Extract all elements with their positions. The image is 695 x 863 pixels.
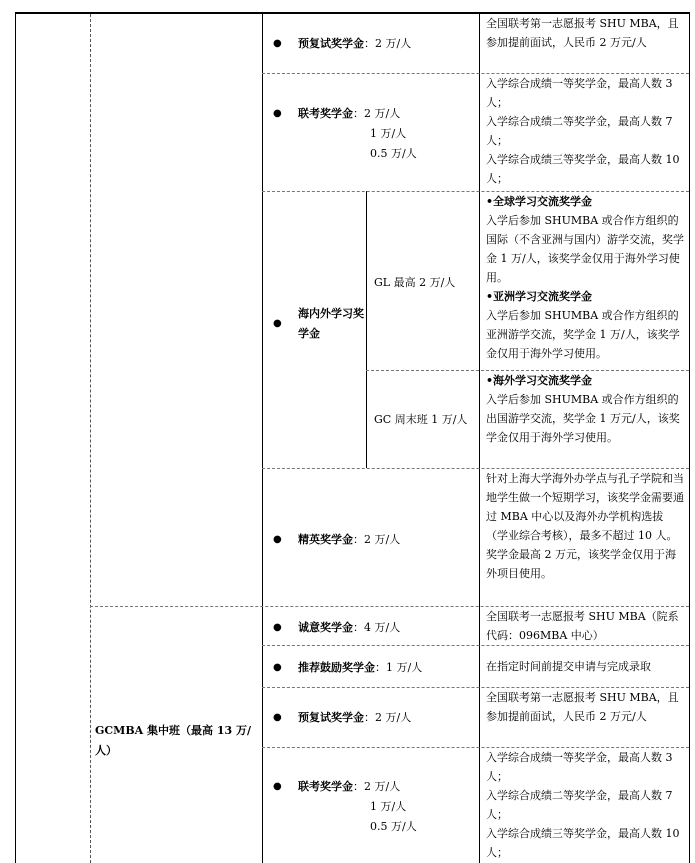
bullet-icon: ● bbox=[273, 662, 282, 673]
sub-category-gc: GC 周末班 1 万/人 bbox=[374, 413, 468, 426]
scholarship-desc: 全国联考一志愿报考 SHU MBA（院系代码：096MBA 中心） bbox=[486, 610, 679, 642]
bullet-icon: ● bbox=[273, 622, 282, 633]
amount-tier-3: 0.5 万/人 bbox=[370, 820, 417, 833]
scholarship-desc: 入学综合成绩一等奖学金，最高人数 3 人； 入学综合成绩二等奖学金，最高人数 7 人； 入学综合成绩三等奖学金，最高人数 10 人； bbox=[486, 77, 680, 185]
program-title: GCMBA 集中班（最高 13 万/人） bbox=[95, 724, 251, 757]
bullet-icon: ● bbox=[273, 712, 282, 723]
scholarship-name: 推荐鼓励奖学金：1 万/人 bbox=[298, 661, 423, 674]
amount-tier-2: 1 万/人 bbox=[370, 800, 407, 813]
row-sep-5 bbox=[262, 645, 689, 646]
scholarship-name: 预复试奖学金：2 万/人 bbox=[298, 711, 412, 724]
col-sep-3 bbox=[479, 14, 480, 863]
scholarship-desc: •海外学习交流奖学金 入学后参加 SHUMBA 或合作方组织的出国游学交流，奖学金 1 万元/人，该奖学金仅用于海外学习使用。 bbox=[486, 374, 680, 444]
scholarship-name: 联考奖学金：2 万/人 bbox=[298, 780, 401, 793]
col-sep-2 bbox=[262, 14, 263, 863]
scholarship-desc: 入学综合成绩一等奖学金，最高人数 3 人； 入学综合成绩二等奖学金，最高人数 7 人； 入学综合成绩三等奖学金，最高人数 10 人； bbox=[486, 751, 680, 859]
amount-tier-3: 0.5 万/人 bbox=[370, 147, 417, 160]
bullet-icon: ● bbox=[273, 108, 282, 119]
table-left-border bbox=[15, 12, 16, 863]
scholarship-name: 精英奖学金：2 万/人 bbox=[298, 533, 401, 546]
scholarship-desc: •全球学习交流奖学金 入学后参加 SHUMBA 或合作方组织的国际（不含亚洲与国内）游学交流，奖学金 1 万/人，该奖学金仅用于海外学习使用。 •亚洲学习交流奖学金 入学后参加 SHUMBA 或合作方组织的亚洲游学交流，奖学金 1 万/人，该奖学金仅用于海外学习使用。 bbox=[486, 195, 684, 360]
scholarship-desc: 在指定时间前提交申请与完成录取 bbox=[486, 660, 651, 673]
amount-tier-2: 1 万/人 bbox=[370, 127, 407, 140]
scholarship-name: 海内外学习奖学金 bbox=[298, 307, 364, 340]
scholarship-name: 诚意奖学金：4 万/人 bbox=[298, 621, 401, 634]
scholarship-desc: 针对上海大学海外办学点与孔子学院和当地学生做一个短期学习，该奖学金需要通过 MBA 中心以及海外办学机构选拔（学业综合考核），最多不超过 10 人。奖学金最高 2 万元，该奖学金仅用于海外项目使用。 bbox=[486, 472, 684, 580]
scholarship-desc: 全国联考第一志愿报考 SHU MBA，且参加提前面试，人民币 2 万元/人 bbox=[486, 691, 679, 723]
bullet-icon: ● bbox=[273, 534, 282, 545]
col-sep-sub bbox=[366, 191, 367, 468]
scholarship-desc: 全国联考第一志愿报考 SHU MBA，且参加提前面试，人民币 2 万元/人 bbox=[486, 17, 679, 49]
sub-category-gl: GL 最高 2 万/人 bbox=[374, 276, 456, 289]
scholarship-name: 联考奖学金：2 万/人 bbox=[298, 107, 401, 120]
col-sep-1 bbox=[90, 14, 91, 863]
bullet-icon: ● bbox=[273, 38, 282, 49]
bullet-icon: ● bbox=[273, 781, 282, 792]
scholarship-name: 预复试奖学金：2 万/人 bbox=[298, 37, 412, 50]
bullet-icon: ● bbox=[273, 318, 282, 329]
table-right-border bbox=[689, 12, 690, 863]
